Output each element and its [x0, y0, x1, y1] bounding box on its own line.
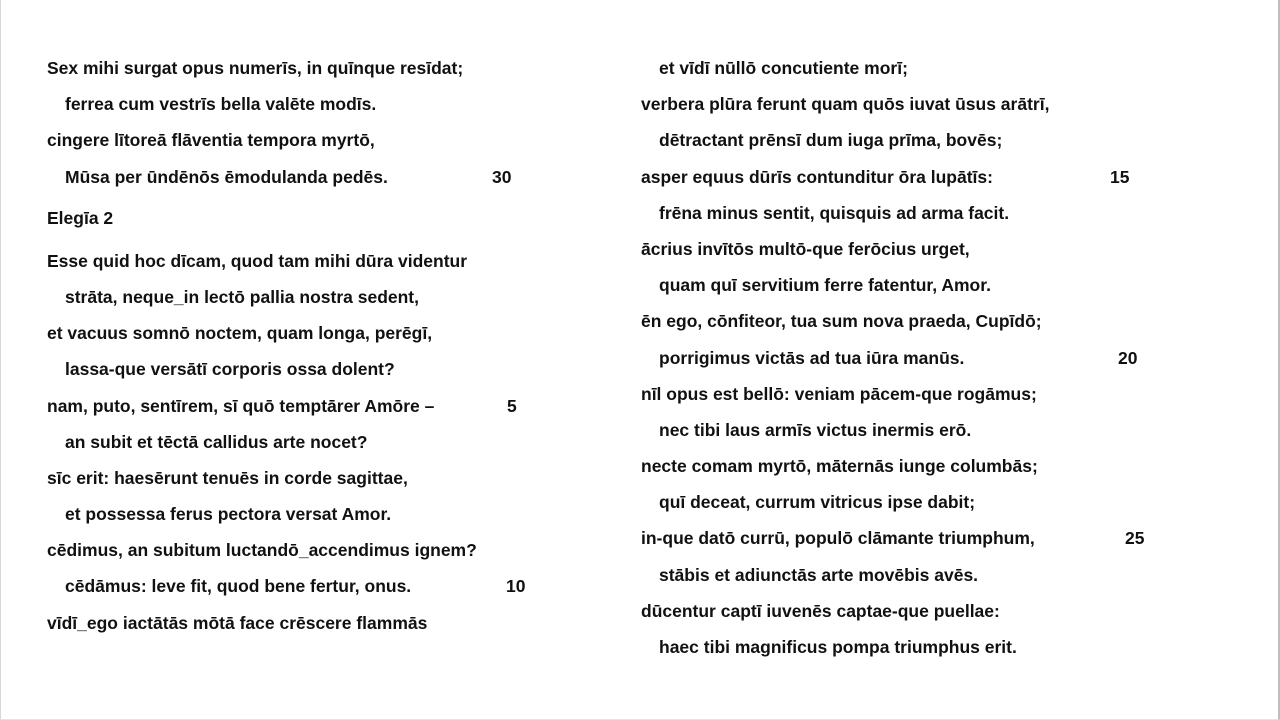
verse-line: dētractant prēnsī dum iuga prīma, bovēs; [659, 130, 1003, 151]
verse-line: et possessa ferus pectora versat Amor. [65, 504, 392, 525]
verse-line: cēdimus, an subitum luctandō_accendimus ignem? [47, 540, 477, 561]
verse-line: cēdāmus: leve fit, quod bene fertur, onus. 10 [47, 573, 547, 609]
verse-line: vīdī_ego iactātās mōtā face crēscere flammās [47, 612, 428, 633]
verse-line: in-que datō currū, populō clāmante triumphum, 25 [641, 525, 1201, 561]
line-number: 5 [507, 395, 517, 416]
right-column [641, 55, 1201, 670]
verse-line: nam, puto, sentīrem, sī quō temptārer Amōre – 5 [47, 393, 547, 429]
line-number: 15 [1110, 166, 1130, 187]
verse-line: et vacuus somnō noctem, quam longa, perēgī, [47, 323, 433, 344]
line-number: 25 [1125, 528, 1145, 549]
verse-line: stābis et adiunctās arte movēbis avēs. [659, 564, 979, 585]
verse-line: lassa-que versātī corporis ossa dolent? [65, 359, 395, 380]
verse-line: dūcentur captī iuvenēs captae-que puellae: [641, 600, 1000, 621]
verse-line: necte comam myrtō, māternās iunge columbās; [641, 456, 1038, 477]
verse-line: verbera plūra ferunt quam quōs iuvat ūsus arātrī, [641, 94, 1050, 115]
verse-line: Esse quid hoc dīcam, quod tam mihi dūra videntur [47, 250, 468, 271]
verse-line: nīl opus est bellō: veniam pācem-que rogāmus; [641, 383, 1037, 404]
verse-line: haec tibi magnificus pompa triumphus erit. [659, 637, 1017, 657]
verse-line: Sex mihi surgat opus numerīs, in quīnque resīdat; [47, 58, 464, 78]
verse-line: quī deceat, currum vitricus ipse dabit; [659, 492, 976, 513]
line-number: 20 [1118, 347, 1138, 368]
verse-line: ferrea cum vestrīs bella valēte modīs. [65, 94, 377, 115]
verse-line: et vīdī nūllō concutiente morī; [659, 58, 908, 78]
line-number: 10 [506, 576, 526, 597]
verse-line: nec tibi laus armīs victus inermis erō. [659, 419, 972, 440]
verse-line: asper equus dūrīs contunditur ōra lupātīs: 15 [641, 164, 1201, 200]
verse-line: sīc erit: haesērunt tenuēs in corde sagittae, [47, 467, 408, 488]
verse-line: quam quī servitium ferre fatentur, Amor. [659, 275, 991, 296]
verse-line: strāta, neque_in lectō pallia nostra sedent, [65, 286, 419, 307]
verse-line: frēna minus sentit, quisquis ad arma facit. [659, 202, 1010, 223]
verse-line: porrigimus victās ad tua iūra manūs. 20 [641, 345, 1201, 381]
left-column [47, 55, 547, 646]
verse-line: cingere lītoreā flāventia tempora myrtō, [47, 130, 375, 151]
verse-line: Mūsa per ūndēnōs ēmodulanda pedēs. 30 [47, 164, 547, 200]
line-number: 30 [492, 166, 512, 187]
verse-line: an subit et tēctā callidus arte nocet? [65, 431, 368, 452]
verse-line: ācrius invītōs multō-que ferōcius urget, [641, 238, 970, 259]
section-heading: Elegīa 2 [47, 207, 114, 228]
verse-line: ēn ego, cōnfiteor, tua sum nova praeda, Cupīdō; [641, 311, 1042, 332]
